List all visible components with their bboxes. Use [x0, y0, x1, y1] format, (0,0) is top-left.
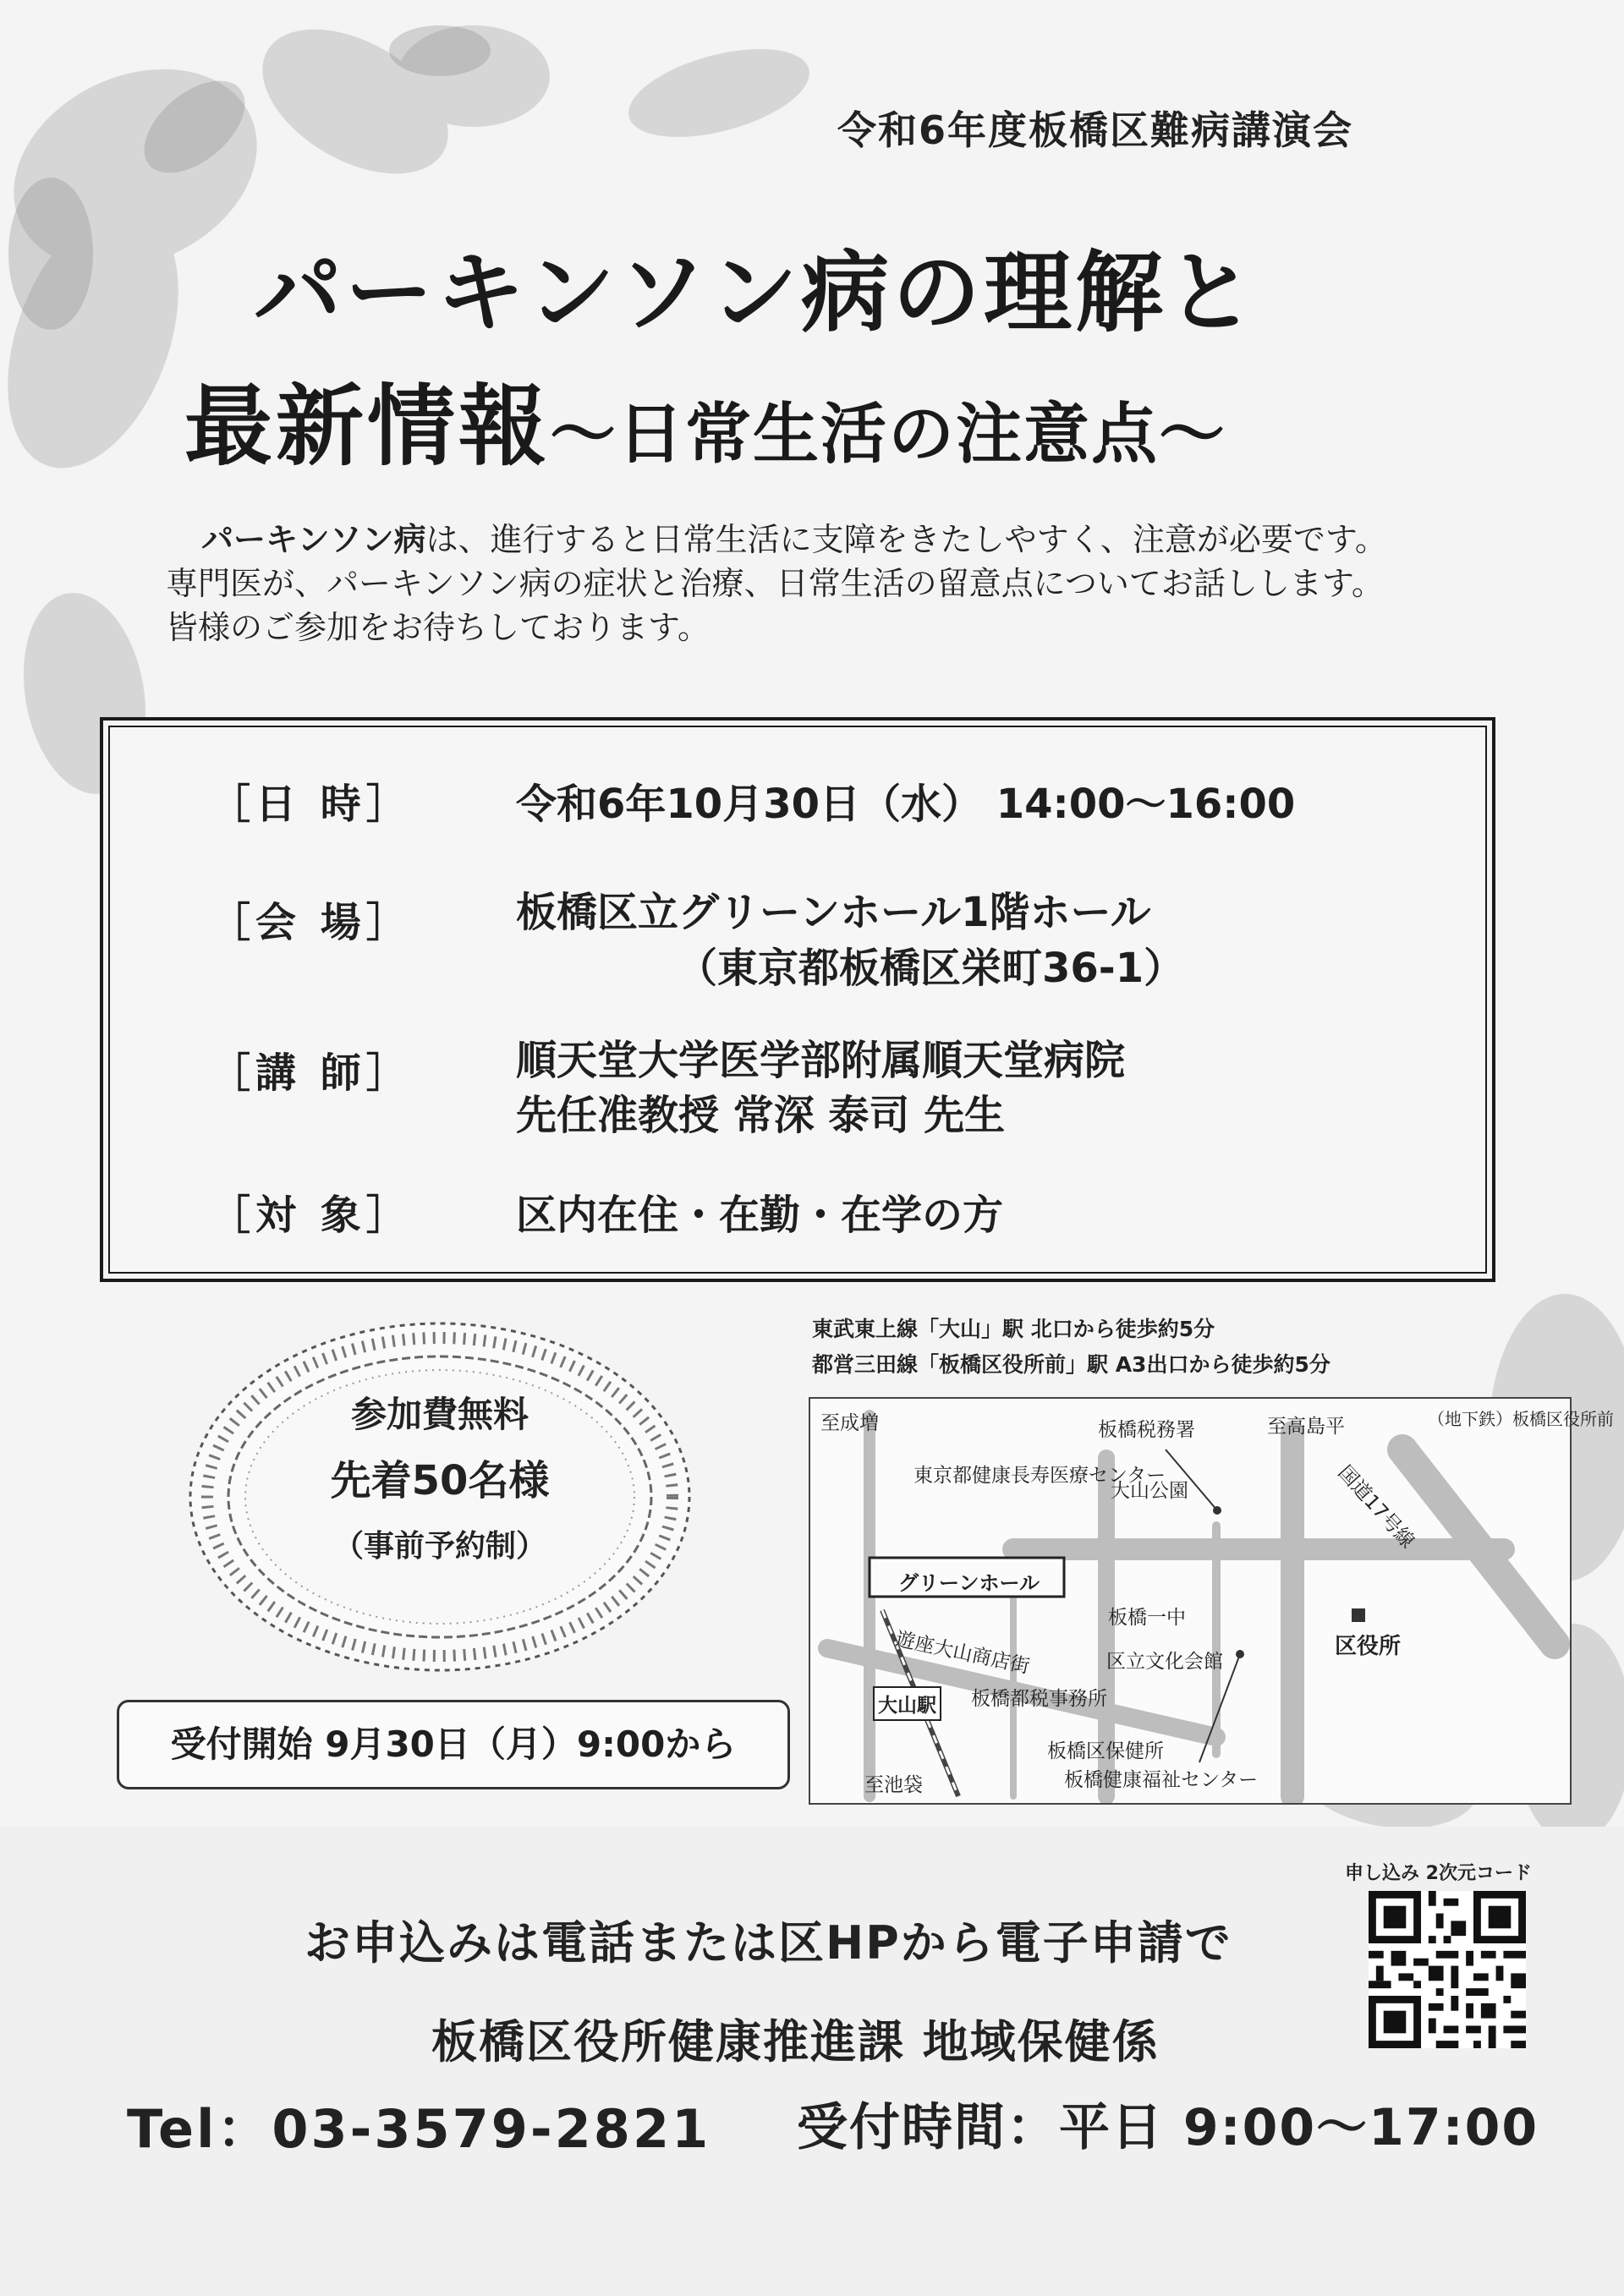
map-itabashi-jhs: 板橋一中: [1108, 1607, 1186, 1629]
intro-line-1-text: は、進行すると日常生活に支障をきたしやすく、注意が必要です。: [425, 521, 1387, 558]
map-welfare-center: 板橋健康福祉センター: [1064, 1769, 1259, 1791]
main-title-line2: [184, 355, 1226, 482]
reception-start: 受付開始 9月30日（月）9:00から: [117, 1700, 790, 1789]
map-ward-office: 区役所: [1335, 1634, 1402, 1659]
intro-paragraph: [166, 518, 1536, 649]
map-tax-office: 板橋税務署: [1098, 1419, 1195, 1441]
map-to-ikebukuro: 至池袋: [864, 1774, 923, 1796]
map-subway-station: （地下鉄）板橋区役所前: [1428, 1409, 1614, 1429]
intro-keyword: パーキンソン病: [201, 521, 426, 558]
map-health-office: 板橋区保健所: [1047, 1740, 1164, 1762]
venue-address: （東京都板橋区栄町36-1）: [677, 945, 1185, 992]
intro-line-1: [166, 518, 1536, 562]
qr-code-icon[interactable]: [1369, 1891, 1526, 2048]
intro-line-3: 皆様のご参加をお待ちしております。: [166, 609, 710, 646]
map-to-narimasu: 至成増: [820, 1412, 879, 1434]
lecturer-affiliation: 順天堂大学医学部附属順天堂病院: [516, 1037, 1126, 1084]
target-value: 区内在住・在勤・在学の方: [516, 1192, 1004, 1239]
map-tax-branch: 板橋都税事務所: [971, 1688, 1107, 1710]
lecturer-label: ［講 師］: [210, 1049, 412, 1097]
contact-phone[interactable]: Tel：03-3579-2821: [127, 2098, 711, 2160]
lecturer-name: 先任准教授 常深 泰司 先生: [516, 1092, 1006, 1139]
reception-hours: 受付時間：平日 9:00〜17:00: [797, 2098, 1539, 2157]
intro-line-2: 専門医が、パーキンソン病の症状と治療、日常生活の留意点についてお話しします。: [166, 565, 1384, 602]
venue-value: 板橋区立グリーンホール1階ホール: [516, 889, 1151, 936]
access-map: [809, 1397, 1614, 1805]
main-title-line1: パーキンソン病の理解と: [254, 241, 1258, 344]
datetime-label: ［日 時］: [210, 781, 412, 828]
fee-free-text: 参加費無料: [350, 1394, 529, 1435]
reservation-note: （事前予約制）: [332, 1529, 546, 1564]
access-line-2: 都営三田線「板橋区役所前」駅 A3出口から徒歩約5分: [812, 1352, 1330, 1377]
map-oyama-park: 大山公園: [1111, 1480, 1188, 1502]
map-oyama-station: 大山駅: [873, 1686, 941, 1721]
map-cultural-hall: 区立文化会館: [1106, 1651, 1223, 1673]
datetime-value: 令和6年10月30日（水） 14:00〜16:00: [516, 781, 1296, 828]
qr-caption: 申し込み 2次元コード: [1345, 1863, 1532, 1884]
main-title-emphasis: 最新情報: [184, 375, 551, 478]
event-series-title: 令和6年度板橋区難病講演会: [837, 107, 1354, 153]
capacity-text: 先着50名様: [330, 1457, 550, 1504]
map-green-hall: グリーンホール: [898, 1571, 1040, 1595]
target-label: ［対 象］: [210, 1192, 412, 1239]
map-health-center: 東京都健康長寿医療センター: [914, 1465, 1166, 1487]
application-method: お申込みは電話または区HPから電子申請で: [304, 1916, 1232, 1970]
map-to-takashimadaira: 至高島平: [1267, 1416, 1345, 1438]
access-line-1: 東武東上線「大山」駅 北口から徒歩約5分: [812, 1317, 1215, 1341]
main-title-subtitle: 〜日常生活の注意点〜: [550, 397, 1227, 473]
map-route17: 国道17号線: [1333, 1461, 1419, 1553]
venue-label: ［会 場］: [210, 899, 412, 946]
contact-department: 板橋区役所健康推進課 地域保健係: [431, 2015, 1160, 2069]
map-shopping-street: 遊座大山商店街: [893, 1628, 1032, 1679]
